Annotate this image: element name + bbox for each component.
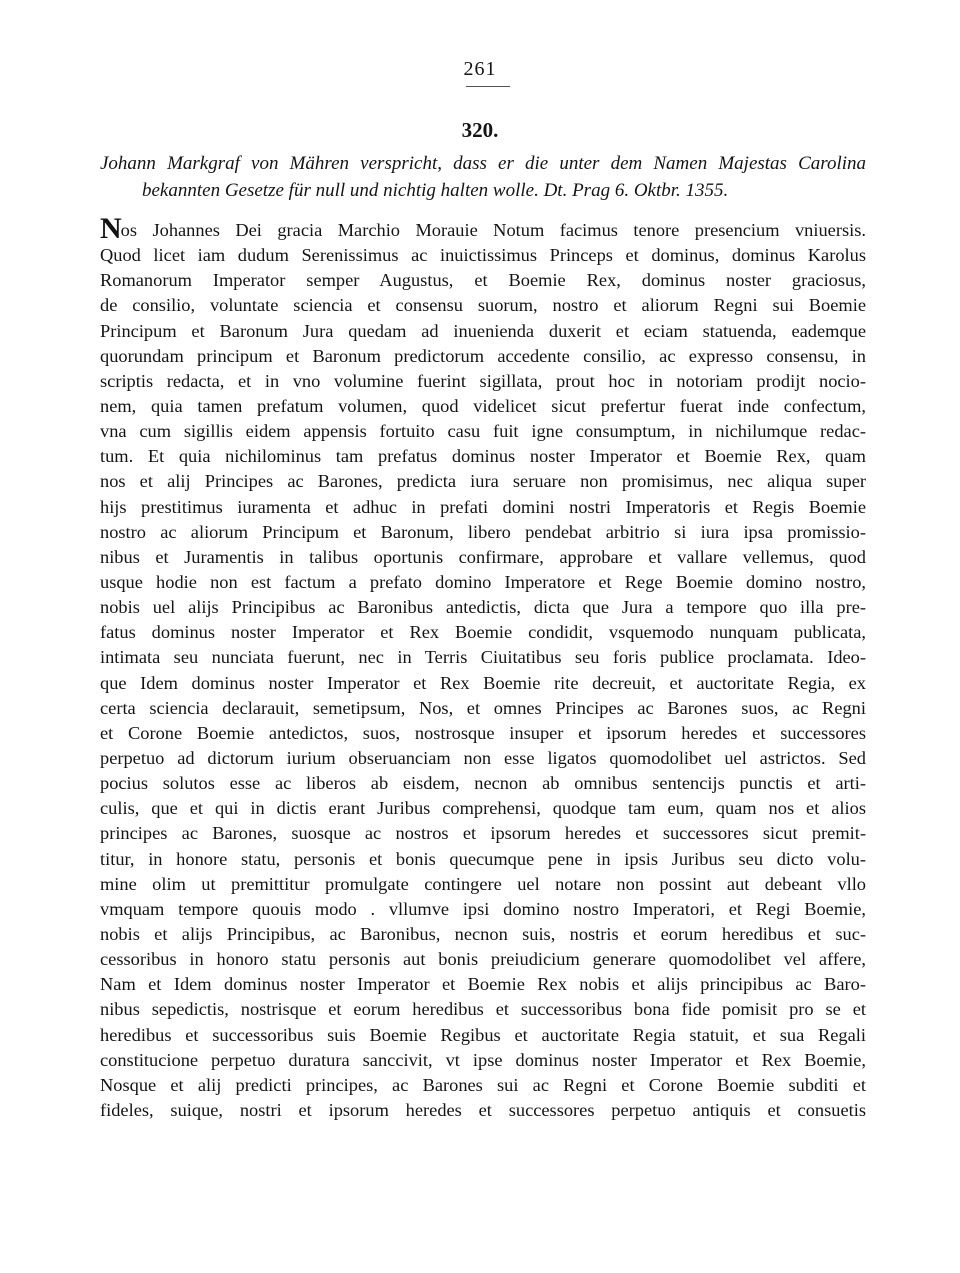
body-line: nostro ac aliorum Principum et Baronum, libero pendebat arbitrio si iura ipsa promissio- — [100, 521, 866, 542]
body-lines — [100, 243, 866, 1123]
initial-letter: N — [100, 212, 121, 245]
body-line: intimata seu nunciata fuerunt, nec in Terris Ciuitatibus seu foris publice proclamata. Ideo- — [100, 647, 866, 668]
body-line: nobis uel alijs Principibus ac Baronibus antedictis, dicta que Jura a tempore quo illa pre- — [100, 597, 866, 618]
body-line: de consilio, voluntate sciencia et consensu suorum, nostro et aliorum Regni sui Boemie — [100, 295, 866, 316]
body-line: que Idem dominus noster Imperator et Rex Boemie rite decreuit, et auctoritate Regia, ex — [100, 672, 866, 693]
document-number: 320. — [461, 118, 499, 142]
body-line: culis, que et qui in dictis erant Juribus comprehensi, quodque tam eum, quam nos et alios — [100, 798, 866, 819]
body-line: Nosque et alij predicti principes, ac Barones sui ac Regni et Corone Boemie subditi et — [100, 1074, 866, 1095]
body-line: pocius solutos esse ac liberos ab eisdem, necnon ab omnibus sentencijs punctis et arti- — [100, 773, 866, 794]
body-line: vna cum sigillis eidem appensis fortuito casu fuit igne consumptum, in nichilumque redac- — [100, 421, 866, 442]
body-line: mine olim ut premittitur promulgate contingere uel notare non possint aut debeant vllo — [100, 873, 866, 894]
body-line: quorundam principum et Baronum predictorum accedente consilio, ac expresso consensu, in — [100, 345, 866, 366]
body-line: vmquam tempore quouis modo . vllumve ipsi domino nostro Imperatori, et Regi Boemie, — [100, 898, 866, 919]
body-line: nem, quia tamen prefatum volumen, quod videlicet sicut prefertur fuerat inde confectum, — [100, 395, 866, 416]
body-line: cessoribus in honoro statu personis aut bonis preiudicium generare quomodolibet vel affere, — [100, 949, 866, 970]
heading-line-1: Johann Markgraf von Mähren verspricht, dass er die unter dem Namen Majestas Carolina — [100, 153, 866, 174]
body-first-line — [100, 212, 866, 245]
body-line: principes ac Barones, suosque ac nostros et ipsorum heredes et successores sicut premit- — [100, 823, 866, 844]
body-line: constitucione perpetuo duratura sanccivit, vt ipse dominus noster Imperator et Rex Boemie, — [100, 1049, 866, 1070]
body-line: titur, in honore statu, personis et bonis quecumque pene in ipsis Juribus seu dicto volu- — [100, 848, 866, 869]
page-number-rule — [466, 86, 510, 87]
body-line: et Corone Boemie antedictos, suos, nostrosque insuper et ipsorum heredes et successores — [100, 722, 866, 743]
body-line: fideles, suique, nostri et ipsorum heredes et successores perpetuo antiquis et consuetis — [100, 1099, 866, 1120]
body-line: usque hodie non est factum a prefato domino Imperatore et Rege Boemie domino nostro, — [100, 571, 866, 592]
body-line: nobis et alijs Principibus, ac Baronibus, necnon suis, nostris et eorum heredibus et suc- — [100, 923, 866, 944]
first-line-text: os Johannes Dei gracia Marchio Morauie Notum facimus tenore presencium vniuersis. — [120, 220, 866, 240]
document-heading — [100, 150, 866, 204]
body-line: nos et alij Principes ac Barones, predicta iura seruare non promisimus, nec aliqua super — [100, 471, 866, 492]
heading-line-2: bekannten Gesetze für null und nichtig halten wolle. Dt. Prag 6. Oktbr. 1355. — [142, 180, 729, 201]
body-line: Principum et Baronum Jura quedam ad inuenienda duxerit et eciam statuenda, eademque — [100, 320, 866, 341]
page-number: 261 — [463, 58, 497, 80]
body-line: Romanorum Imperator semper Augustus, et Boemie Rex, dominus noster graciosus, — [100, 270, 866, 291]
body-line: hijs prestitimus iuramenta et adhuc in prefati domini nostri Imperatoris et Regis Boemie — [100, 496, 866, 517]
body-line: nibus et Juramentis in talibus oportunis confirmare, approbare et vallare vellemus, quod — [100, 546, 866, 567]
body-line: certa sciencia declarauit, semetipsum, Nos, et omnes Principes ac Barones suos, ac Regni — [100, 697, 866, 718]
body-line: Quod licet iam dudum Serenissimus ac inuictissimus Princeps et dominus, dominus Karolus — [100, 245, 866, 266]
body-line: fatus dominus noster Imperator et Rex Boemie condidit, vsquemodo nunquam publicata, — [100, 622, 866, 643]
body-line: tum. Et quia nichilominus tam prefatus dominus noster Imperator et Boemie Rex, quam — [100, 446, 866, 467]
body-line: scriptis redacta, et in vno volumine fuerint sigillata, prout hoc in notoriam prodijt nocio- — [100, 370, 866, 391]
body-line: heredibus et successoribus suis Boemie Regibus et auctoritate Regia statuit, et sua Regali — [100, 1024, 866, 1045]
body-line: nibus sepedictis, nostrisque et eorum heredibus et successoribus bona fide pomisit pro se et — [100, 999, 866, 1020]
body-line: Nam et Idem dominus noster Imperator et Boemie Rex nobis et alijs principibus ac Baro- — [100, 974, 866, 995]
document-body — [100, 212, 866, 1123]
body-line: perpetuo ad dictorum iurium obseruanciam non esse ligatos quomodolibet uel astrictos. Sed — [100, 747, 866, 768]
